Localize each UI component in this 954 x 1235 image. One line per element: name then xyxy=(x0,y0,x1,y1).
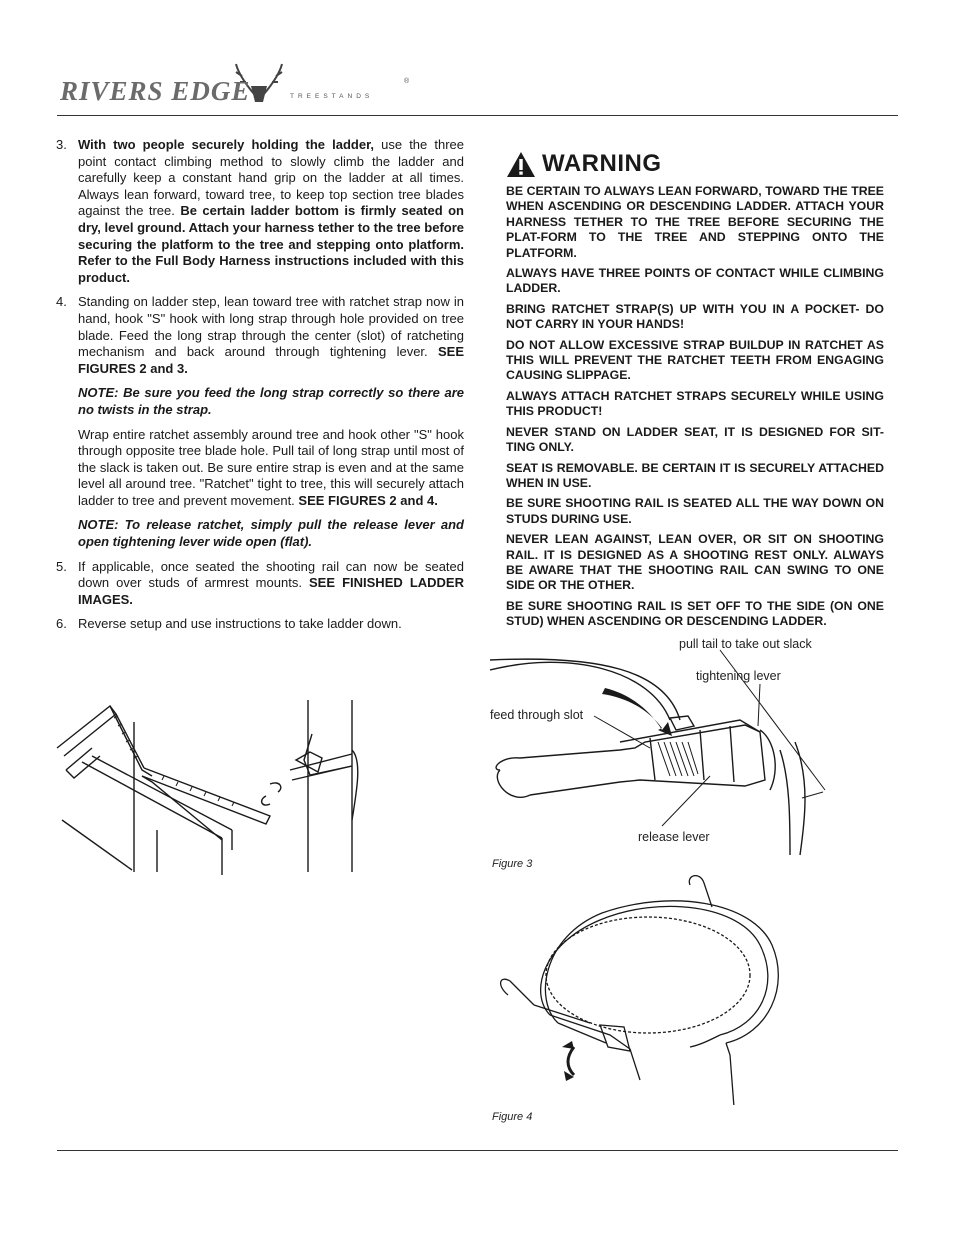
warning-item: SEAT IS REMOVABLE. BE CERTAIN IT IS SECURELY ATTACHED WHEN IN USE. xyxy=(506,460,884,490)
warning-item: ALWAYS ATTACH RATCHET STRAPS SECURELY WHILE USING THIS PRODUCT! xyxy=(506,388,884,419)
step-number: 6. xyxy=(56,616,67,632)
figure-3-ratchet-diagram xyxy=(490,630,850,875)
warning-item: ALWAYS HAVE THREE POINTS OF CONTACT WHILE CLIMBING LADDER. xyxy=(506,266,884,296)
step-emphasis: SEE FIGURES 2 and 4. xyxy=(298,492,438,508)
warning-title: WARNING xyxy=(542,150,662,177)
step-paragraph xyxy=(78,137,464,286)
step-note: NOTE: Be sure you feed the long strap correctly so there are no twists in the strap. xyxy=(78,385,464,417)
step-emphasis: SEE FIGURES 2 and 3. xyxy=(78,344,464,376)
header-rule xyxy=(57,115,898,116)
label-tightening-lever: tightening lever xyxy=(696,669,781,683)
ladder-strap-illustration xyxy=(52,700,372,875)
logo-registered-mark: ® xyxy=(404,78,410,85)
step-note: NOTE: To release ratchet, simply pull the release lever and open tightening lever wide open (flat). xyxy=(78,517,464,550)
step-number: 5. xyxy=(56,558,67,574)
step-text: use the three point contact climbing method to slowly climb the ladder and carefully keep a constant hand grip on the ladder at all times. Always lean forward, toward tree, to keep top section tree blades against the tree. xyxy=(78,137,464,219)
warning-item: NEVER LEAN AGAINST, LEAN OVER, OR SIT ON SHOOTING RAIL. IT IS DESIGNED AS A SHOOTING REST ONLY. ALWAYS BE AWARE THAT THE SHOOTING RAIL CAN SWING TO ONE SIDE OR THE OTHER. xyxy=(506,532,884,593)
label-pull-tail: pull tail to take out slack xyxy=(679,637,812,651)
step-paragraph xyxy=(78,517,464,550)
warning-item: BE SURE SHOOTING RAIL IS SEATED ALL THE WAY DOWN ON STUDS DURING USE. xyxy=(506,496,884,526)
step-paragraph xyxy=(78,427,464,510)
warning-item: DO NOT ALLOW EXCESSIVE STRAP BUILDUP IN RATCHET AS THIS WILL PREVENT THE RATCHET TEETH FROM ENGAGING CAUSING SLIPPAGE. xyxy=(506,337,884,383)
figure-3-caption: Figure 3 xyxy=(492,858,533,870)
step-paragraph xyxy=(78,294,464,377)
warning-list xyxy=(506,184,884,630)
warning-box xyxy=(506,150,884,635)
step-paragraph xyxy=(78,616,464,633)
warning-item: BE SURE SHOOTING RAIL IS SET OFF TO THE SIDE (ON ONE STUD) WHEN ASCENDING OR DESCENDING LADDER. xyxy=(506,598,884,629)
warning-item: BRING RATCHET STRAP(S) UP WITH YOU IN A POCKET- DO NOT CARRY IN YOUR HANDS! xyxy=(506,301,884,332)
step-item xyxy=(56,616,464,633)
warning-triangle-icon xyxy=(506,151,536,178)
instruction-steps xyxy=(56,137,464,641)
step-emphasis: SEE FINISHED LADDER IMAGES. xyxy=(78,575,464,607)
step-text: If applicable, once seated the shooting rail can now be seated down over studs of armrest mounts. xyxy=(78,558,464,591)
figure-4-strap-around-tree xyxy=(490,875,790,1130)
step-item xyxy=(56,294,464,550)
footer-rule xyxy=(57,1150,898,1151)
figure-4-caption: Figure 4 xyxy=(492,1111,533,1123)
step-text: Standing on ladder step, lean toward tree with ratchet strap now in hand, hook "S" hook with long strap through hole provided on tree blade. Feed the long strap through the center (slot) of ratcheting mechanism and back around through tightening lever. xyxy=(78,294,464,360)
step-emphasis: Be certain ladder bottom is firmly seated on dry, level ground. Attach your harness tether to the tree before securing the platform to the tree and stepping onto platform. Refer to the Full Body Harness instructions included with this product. xyxy=(78,203,465,285)
step-paragraph xyxy=(78,385,464,418)
brand-logo xyxy=(58,62,418,104)
warning-item: BE CERTAIN TO ALWAYS LEAN FORWARD, TOWARD THE TREE WHEN ASCENDING OR DESCENDING LADDER. ATTACH YOUR HARNESS TETHER TO THE TREE BEFORE SECURING THE PLAT-FORM TO THE TREE AND STEPPING ONTO THE PLATFORM. xyxy=(506,184,884,260)
step-number: 4. xyxy=(56,294,67,310)
step-item xyxy=(56,137,464,286)
warning-item: NEVER STAND ON LADDER SEAT, IT IS DESIGNED FOR SIT-TING ONLY. xyxy=(506,424,884,455)
step-text: Wrap entire ratchet assembly around tree and hook other "S" hook through opposite tree blade hole. Pull tail of long strap until most of the slack is taken out. Be sure entire strap is even and at the same level all around tree. "Ratchet" tight to tree, this will securely attach ladder to tree and prevent movement. xyxy=(78,426,464,508)
step-paragraph xyxy=(78,559,464,609)
step-item xyxy=(56,559,464,609)
warning-heading xyxy=(506,150,884,178)
step-emphasis: With two people securely holding the ladder, xyxy=(78,137,375,152)
label-feed-slot: feed through slot xyxy=(490,708,584,722)
logo-text: RIVERS EDGE xyxy=(60,76,251,106)
step-number: 3. xyxy=(56,137,67,152)
logo-subtitle: TREESTANDS xyxy=(290,93,374,100)
step-text: Reverse setup and use instructions to take ladder down. xyxy=(78,616,402,632)
label-release-lever: release lever xyxy=(638,830,710,844)
